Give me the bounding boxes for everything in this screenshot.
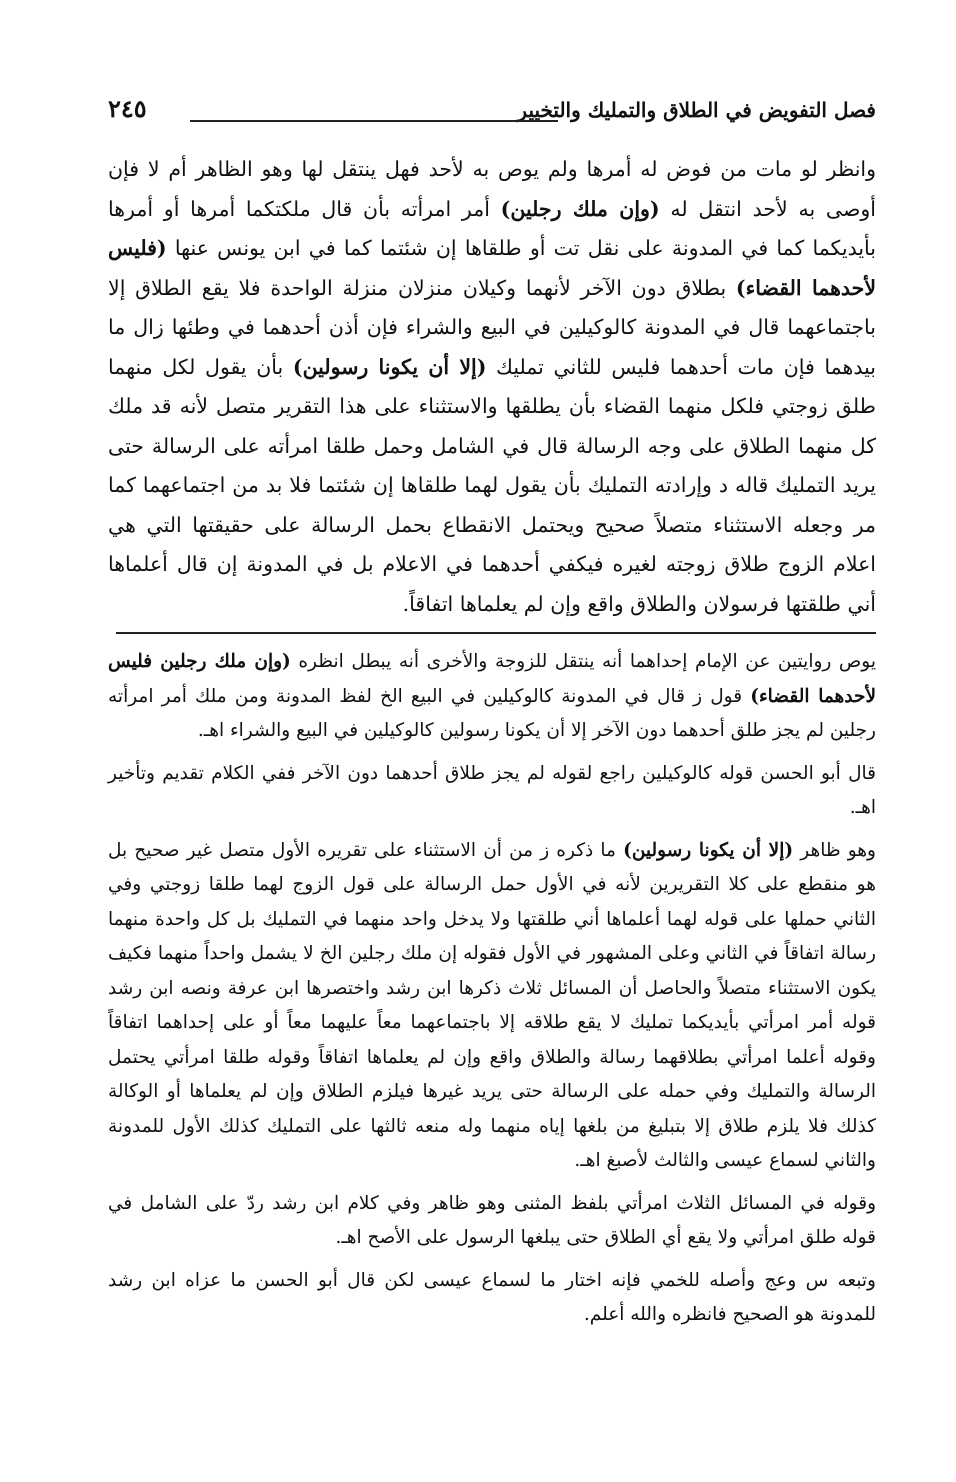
matn-phrase-2: (فليس لأحدهما القضاء) (108, 236, 877, 300)
matn-phrase-3: (إلا أن يكونا رسولين) (292, 354, 487, 379)
commentary-notes (108, 645, 876, 1341)
main-text (108, 150, 876, 624)
main-paragraph (108, 150, 876, 624)
main-text-3: بطلاق دون الآخر لأنهما وكيلان منزلان منزلة الواحدة فلا يقع الطلاق إلا باجتماعهما قال في المدونة كالوكيلين في البيع والشراء فإن أذن أحدهما في وطئها زال ما بيدهما فإن مات أحدهما فليس للثاني تمليك (108, 275, 876, 379)
note-paragraph-5: وتبعه س وعج وأصله للخمي فإنه اختار ما لسماع عيسى لكن قال أبو الحسن ما عزاه ابن رشد للمدونة هو الصحيح فانظره والله أعلم. (108, 1269, 876, 1325)
running-title: فصل التفويض في الطلاق والتمليك والتخيير (517, 98, 876, 122)
note-3-matn: (إلا أن يكونا رسولين) (623, 839, 794, 861)
note-1-text-2: قول ز قال في المدونة كالوكيلين في البيع الخ لفظ المدونة ومن ملك أمر امرأته رجلين لم يجز طلق أحدهما دون الآخر إلا أن يكونا رسولين كالوكيلين في البيع والشراء اهـ. (108, 685, 876, 741)
main-text-2: أمر امرأته بأن قال ملكتكما أمرها أو أمرها بأيديكما كما في المدونة على نقل تت أو طلقاها إن شئتما كما في ابن يونس عنها (108, 196, 876, 260)
page-header (108, 92, 876, 132)
note-3-text-2: ما ذكره ز من أن الاستثناء على تقريره الأول متصل غير صحيح بل هو منقطع على كلا التقريرين لأنه في الأول حمل الرسالة على قول الزوج لهما طلقا زوجتي وفي الثاني حملها على قوله لهما أعلماها أني طلقتها ولا يدخل واحد منهما في التمليك بل كل واحدة منهما رسالة اتفاقاً في الثاني وعلى المشهور في الأول فقوله إن ملك رجلين الخ لا يشمل واحداً منهما فكيف يكون الاستثناء متصلاً والحاصل أن المسائل ثلاث ذكرها ابن رشد واختصرها ابن عرفة ونصه ابن رشد قوله أمر امرأتي بأيديكما تمليك لا يقع طلاقه إلا باجتماعهما معاً عليهما معاً أو على إحداهما اتفاقاً وقوله أعلما امرأتي بطلاقهما رسالة والطلاق واقع وإن لم يعلماها اتفاقاً وقوله طلقا امرأتي يحتمل الرسالة والتمليك وفي حمله على الرسالة حتى يريد غيرها فيلزم الطلاق وإن لم يعلماها أو الوكالة كذلك فلا يلزم طلاق إلا بتبليغ من بلغها إياه منهما وله منعه ثالثها على التمليك كذلك الأول للمدونة والثاني لسماع عيسى والثالث لأصبغ اهـ. (108, 839, 876, 1171)
note-paragraph-1 (108, 645, 876, 749)
header-rule (190, 120, 558, 122)
main-text-4: بأن يقول لكل منهما طلق زوجتي فلكل منهما القضاء بأن يطلقها والاستثناء على هذا التقرير متصل لأنه قد ملك كل منهما الطلاق على وجه الرسالة قال في الشامل وحمل طلقا امرأته على الرسالة حتى يريد التمليك قاله د وإرادته التمليك بأن يقول لهما طلقاها إن شئتما فلا بد من اجتماعهما كما مر وجعله الاستثناء متصلاً صحيح ويحتمل الانقطاع بحمل الرسالة على حقيقتها التي هي اعلام الزوج طلاق زوجته لغيره فيكفي أحدهما في الاعلام بل في المدونة إن قال أعلماها أني طلقتها فرسولان والطلاق واقع وإن لم يعلماها اتفاقاً. (108, 354, 876, 616)
main-text-1: وانظر لو مات من فوض له أمرها ولم يوص به لأحد فهل ينتقل لها وهو الظاهر أم لا فإن أوصى به لأحد انتقل له (108, 157, 877, 221)
note-paragraph-2: قال أبو الحسن قوله كالوكيلين راجع لقوله لم يجز طلاق أحدهما دون الآخر ففي الكلام تقديم وتأخير اهـ. (108, 762, 876, 818)
matn-phrase-1: (وإن ملك رجلين) (500, 196, 660, 221)
note-3-text-1: وهو ظاهر (793, 839, 876, 861)
note-1-matn: (وإن ملك رجلين فليس لأحدهما القضاء) (108, 651, 876, 707)
note-paragraph-3 (108, 834, 876, 1179)
footnote-separator (116, 632, 876, 634)
note-paragraph-4: وقوله في المسائل الثلاث امرأتي بلفظ المثنى وهو ظاهر وفي كلام ابن رشد ردّ على الشامل في قوله طلق امرأتي ولا يقع أي الطلاق حتى يبلغها الرسول على الأصح اهـ. (108, 1192, 876, 1248)
page-number: ٢٤٥ (108, 94, 147, 123)
note-1-text-1: يوص روايتين عن الإمام إحداهما أنه ينتقل للزوجة والأخرى أنه يبطل انظره (290, 651, 876, 672)
